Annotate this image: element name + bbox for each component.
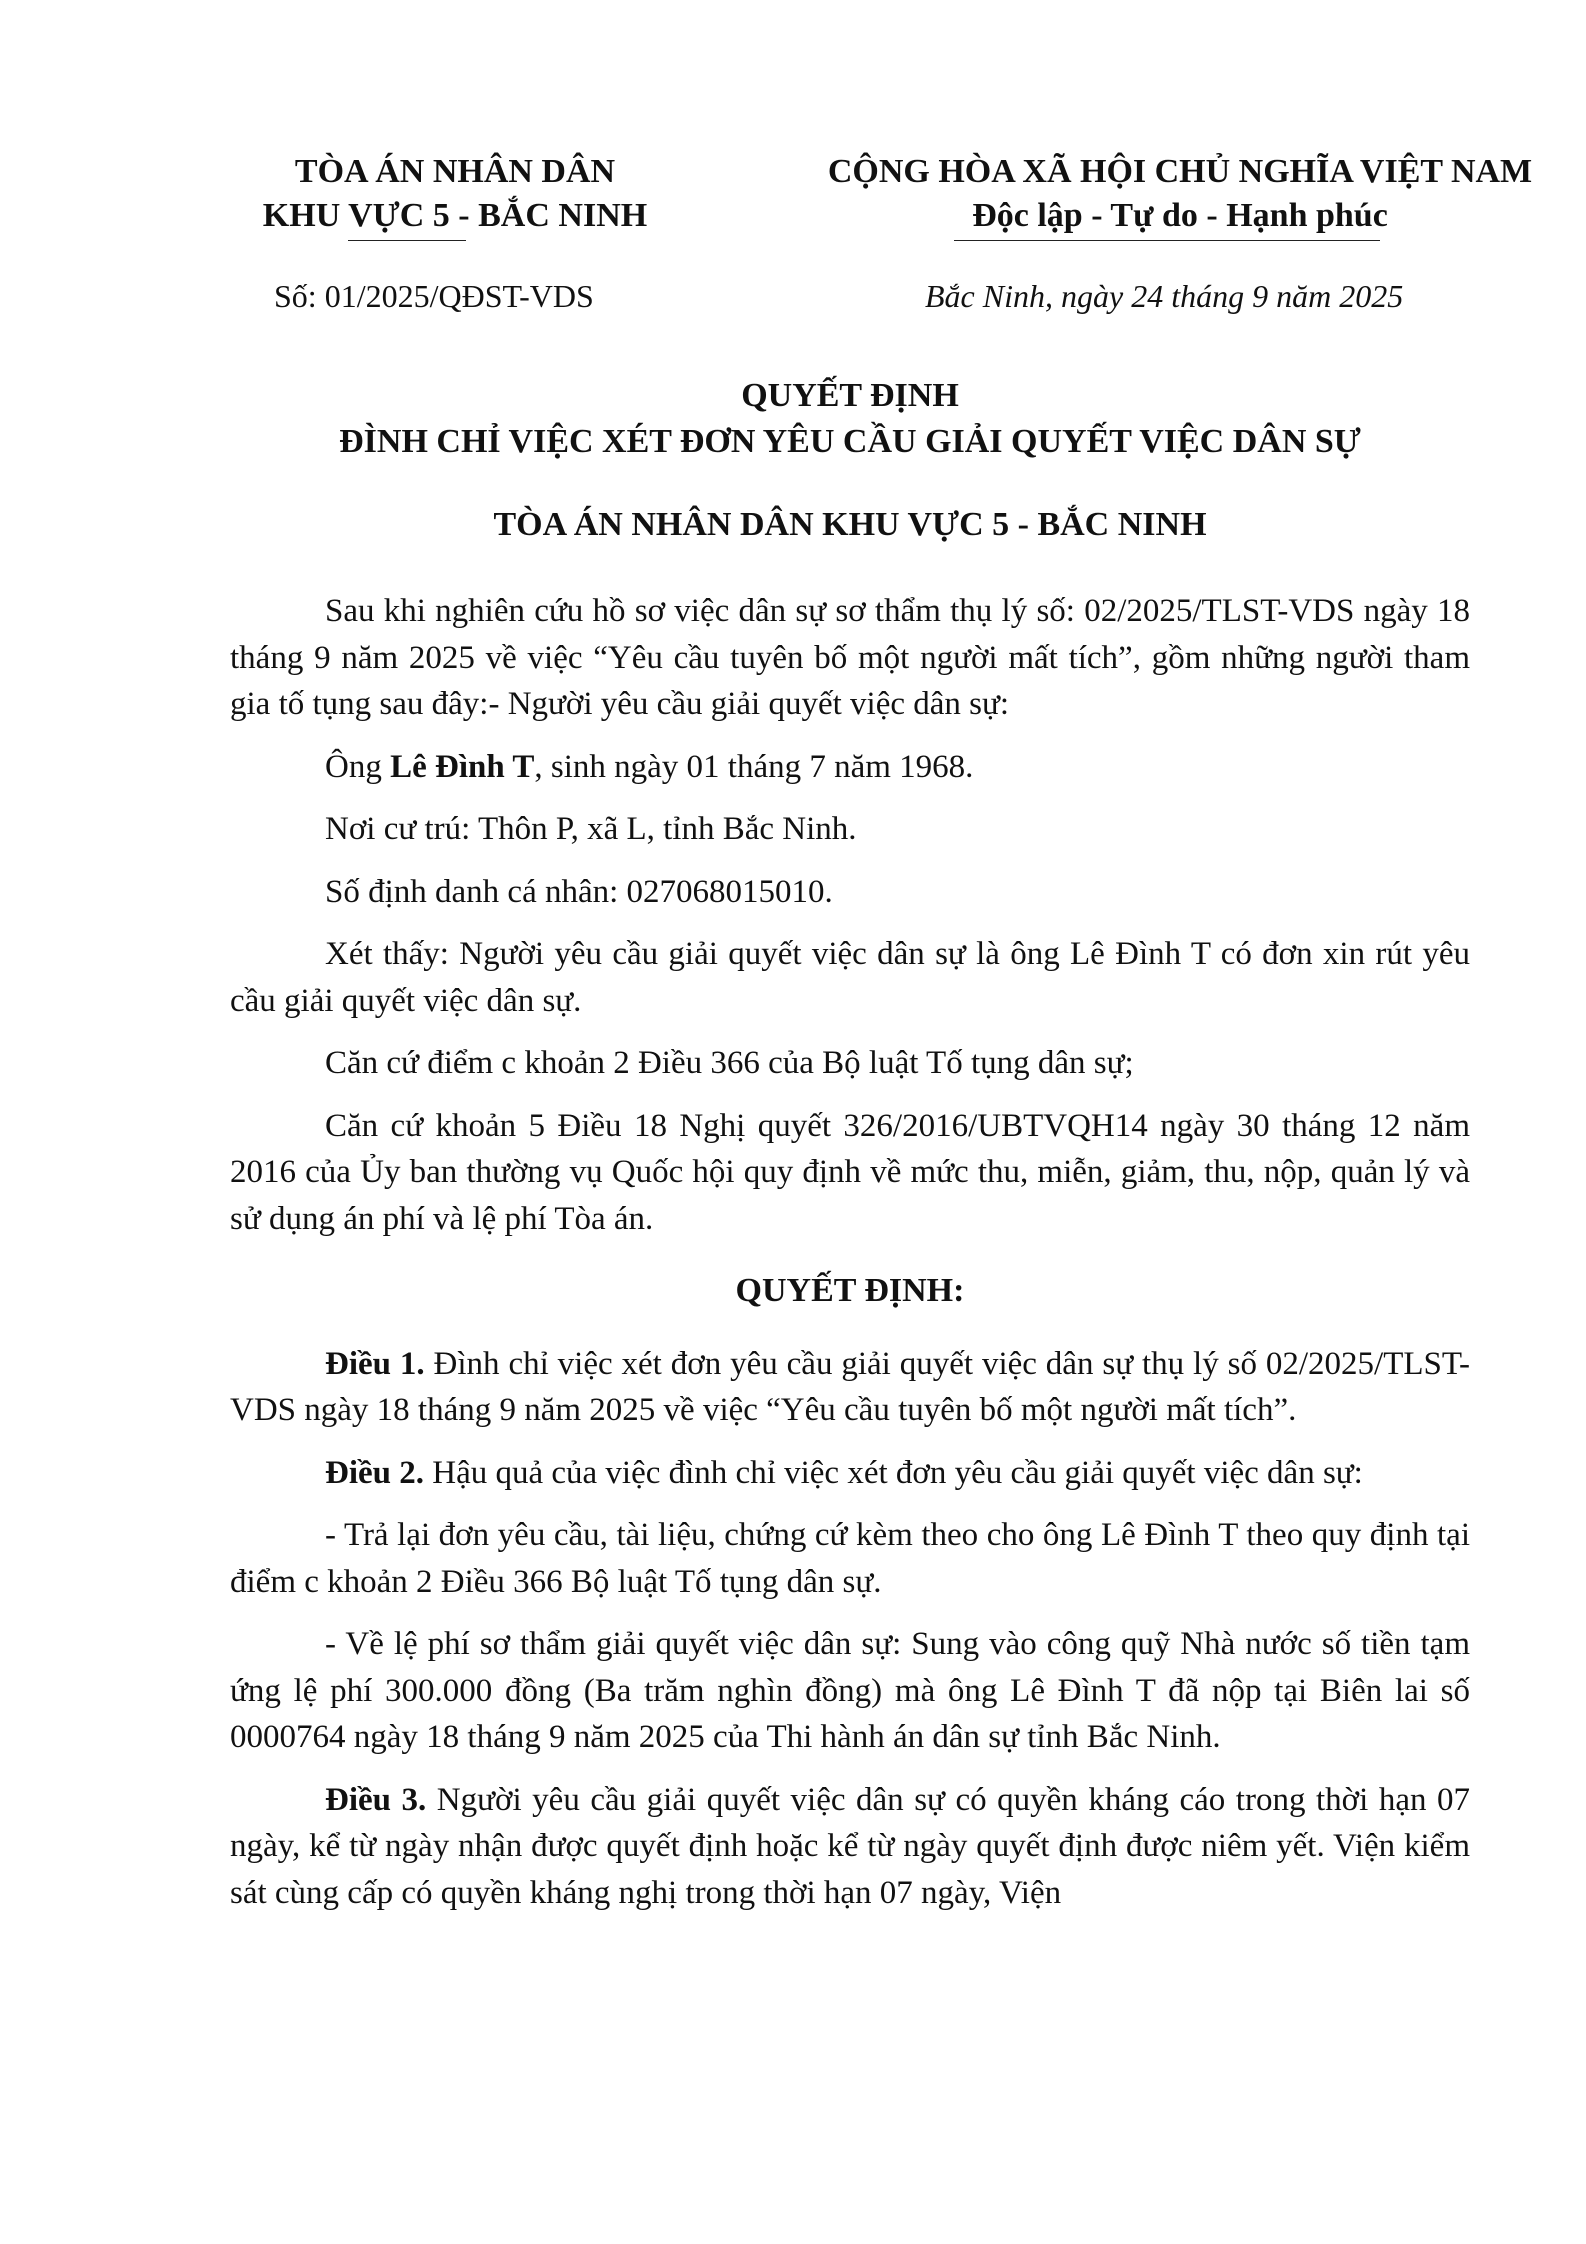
court-header (225, 150, 685, 238)
petitioner-line (230, 744, 1470, 791)
document-body (230, 588, 1470, 1916)
decision-heading: QUYẾT ĐỊNH: (735, 1272, 965, 1309)
national-title: CỘNG HÒA XÃ HỘI CHỦ NGHĨA VIỆT NAM (827, 153, 1533, 190)
article-2 (230, 1450, 1470, 1497)
national-header (790, 150, 1570, 238)
document-title: QUYẾT ĐỊNH (741, 377, 959, 414)
court-region: KHU VỰC 5 - BẮC NINH (262, 197, 648, 234)
article-1 (230, 1341, 1470, 1434)
article-2-label: Điều 2. (325, 1454, 424, 1491)
petitioner-name: Lê Đình T (390, 748, 535, 785)
article-2-item-2: - Về lệ phí sơ thẩm giải quyết việc dân sự: Sung vào công quỹ Nhà nước số tiền tạm ứng lệ phí 300.000 đồng (Ba trăm nghìn đồng) mà ông Lê Đình T đã nộp tại Biên lai số 0000764 ngày 18 tháng 9 năm 2025 của Thi hành án dân sự tỉnh Bắc Ninh. (230, 1626, 1470, 1755)
issuing-court: TÒA ÁN NHÂN DÂN KHU VỰC 5 - BẮC NINH (493, 506, 1207, 543)
article-1-text: Đình chỉ việc xét đơn yêu cầu giải quyết việc dân sự thụ lý số 02/2025/TLST-VDS ngày 18 tháng 9 năm 2025 về việc “Yêu cầu tuyên bố một người mất tích”. (230, 1345, 1470, 1428)
national-header-underline (954, 240, 1380, 241)
court-header-underline (348, 240, 466, 241)
article-1-label: Điều 1. (325, 1345, 425, 1382)
article-2-text: Hậu quả của việc đình chỉ việc xét đơn yêu cầu giải quyết việc dân sự: (424, 1454, 1363, 1491)
legal-basis-2: Căn cứ khoản 5 Điều 18 Nghị quyết 326/2016/UBTVQH14 ngày 30 tháng 12 năm 2016 của Ủy ban thường vụ Quốc hội quy định về mức thu, miễn, giảm, thu, nộp, quản lý và sử dụng án phí và lệ phí Tòa án. (230, 1107, 1470, 1237)
residence-line: Nơi cư trú: Thôn P, xã L, tỉnh Bắc Ninh. (325, 811, 857, 847)
national-motto: Độc lập - Tự do - Hạnh phúc (972, 197, 1388, 234)
decision-number: Số: 01/2025/QĐST-VDS (274, 278, 594, 314)
petitioner-prefix: Ông (325, 748, 391, 785)
intro-paragraph: Sau khi nghiên cứu hồ sơ việc dân sự sơ thẩm thụ lý số: 02/2025/TLST-VDS ngày 18 tháng 9 năm 2025 về việc “Yêu cầu tuyên bố một người mất tích”, gồm những người tham gia tố tụng sau đây:- Người yêu cầu giải quyết việc dân sự: (230, 593, 1470, 722)
consideration-paragraph: Xét thấy: Người yêu cầu giải quyết việc dân sự là ông Lê Đình T có đơn xin rút yêu cầu giải quyết việc dân sự. (230, 936, 1470, 1019)
id-number-line: Số định danh cá nhân: 027068015010. (325, 873, 833, 910)
decision-date: Bắc Ninh, ngày 24 tháng 9 năm 2025 (925, 278, 1404, 314)
legal-basis-1: Căn cứ điểm c khoản 2 Điều 366 của Bộ luật Tố tụng dân sự; (325, 1045, 1134, 1081)
document-subtitle: ĐÌNH CHỈ VIỆC XÉT ĐƠN YÊU CẦU GIẢI QUYẾT VIỆC DÂN SỰ (339, 423, 1361, 460)
petitioner-birth: , sinh ngày 01 tháng 7 năm 1968. (534, 748, 974, 785)
article-3 (230, 1777, 1470, 1917)
article-3-label: Điều 3. (325, 1781, 427, 1818)
court-name: TÒA ÁN NHÂN DÂN (294, 153, 616, 190)
article-2-item-1: - Trả lại đơn yêu cầu, tài liệu, chứng cứ kèm theo cho ông Lê Đình T theo quy định tại điểm c khoản 2 Điều 366 Bộ luật Tố tụng dân sự. (230, 1517, 1470, 1600)
article-3-text: Người yêu cầu giải quyết việc dân sự có quyền kháng cáo trong thời hạn 07 ngày, kể từ ngày nhận được quyết định hoặc kể từ ngày quyết định được niêm yết. Viện kiểm sát cùng cấp có quyền kháng nghị trong thời hạn 07 ngày, Viện (230, 1781, 1470, 1911)
